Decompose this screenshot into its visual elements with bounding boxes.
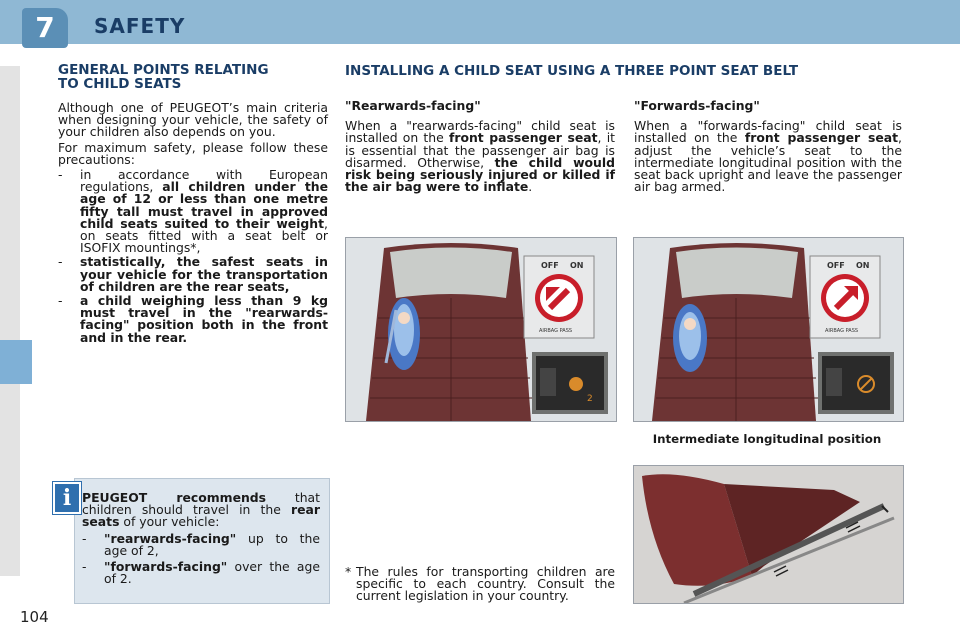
rear-bold: the child would risk being seriously injured or killed if the air bag were to inflate: [345, 154, 615, 195]
bullet-text: , on seats fitted with a seat belt or ISOFIX mountings*,: [80, 215, 328, 256]
forwards-facing-paragraph: [634, 120, 902, 193]
bullet-bold: statistically, the safest seats in your vehicle for the transportation of children are the rear seats,: [80, 254, 328, 294]
footnote-marker: *: [345, 564, 352, 579]
left-body: [58, 102, 328, 346]
airbag-label: AIRBAG PASS: [539, 328, 573, 334]
bullet-text: up to the age of 2,: [104, 530, 320, 558]
rear-span: When a "rearwards-facing" child seat is installed on the: [345, 118, 615, 146]
chapter-number-tab: 7: [22, 8, 68, 48]
bullet-text: over the age of 2.: [104, 559, 320, 587]
footnote: [345, 566, 615, 603]
bullet-dash: -: [58, 254, 63, 270]
svg-text:2: 2: [587, 394, 593, 404]
bullet-dash: -: [58, 293, 63, 309]
intro-paragraph: Although one of PEUGEOT’s main criteria when designing your vehicle, the safety of your children also depends on you.: [58, 100, 328, 140]
bullet-dash: -: [82, 559, 87, 575]
car-interior-rear-figure: [346, 238, 616, 421]
forwards-facing-title: "Forwards-facing": [634, 98, 760, 113]
front-span: When a "forwards-facing" child seat is installed on the: [634, 118, 902, 146]
bullet-text: in accordance with European regulations,: [80, 167, 328, 195]
off-label: OFF: [827, 261, 845, 270]
seat-rail-illustration: [633, 465, 904, 604]
list-item: [58, 295, 328, 344]
on-label: ON: [856, 261, 870, 270]
forwards-facing-illustration: [633, 237, 904, 422]
page-title: SAFETY: [94, 14, 186, 38]
rearwards-facing-paragraph: [345, 120, 615, 193]
bullet-bold: all children under the age of 12 or less than one metre fifty tall must travel in approved child seats suited to their weight: [80, 179, 328, 231]
recommendation-text: [82, 492, 320, 587]
side-strip: [0, 66, 20, 576]
forwards-facing-text: [634, 100, 902, 196]
precautions-intro: For maximum safety, please follow these precautions:: [58, 139, 328, 167]
bullet-dash: -: [58, 167, 63, 183]
on-label: ON: [570, 261, 584, 270]
rear-span: , it is essential that the passenger air bag is disarmed. Otherwise,: [345, 130, 615, 170]
rearwards-facing-illustration: [345, 237, 617, 422]
list-item: [58, 169, 328, 254]
bullet-bold: "rearwards-facing": [104, 530, 237, 546]
recommendation-paragraph: [82, 492, 320, 529]
recommendation-bold: PEUGEOT recommends: [82, 490, 267, 505]
rearwards-facing-text: [345, 100, 615, 196]
list-item: [58, 256, 328, 293]
left-heading-line2: TO CHILD SEATS: [58, 76, 182, 92]
list-item: [82, 561, 320, 585]
list-item: [82, 530, 320, 558]
off-label: OFF: [541, 261, 559, 270]
front-bold: front passenger seat: [744, 130, 899, 146]
recommendation-bold: rear seats: [82, 502, 320, 530]
footnote-text: The rules for transporting children are specific to each country. Consult the current legislation in your country.: [356, 564, 615, 604]
side-chapter-tab: [0, 340, 32, 384]
left-heading: [58, 63, 269, 91]
left-heading-line1: GENERAL POINTS RELATING: [58, 62, 269, 78]
front-span: , adjust the vehicle’s seat to the intermediate longitudinal position with the seat back upright and leave the passenger air bag armed.: [634, 130, 902, 195]
bullet-bold: "forwards-facing": [104, 559, 228, 575]
seat-rail-figure: [634, 466, 903, 603]
rear-span: .: [528, 179, 533, 195]
section-heading: INSTALLING A CHILD SEAT USING A THREE POINT SEAT BELT: [345, 63, 799, 79]
car-interior-front-figure: [634, 238, 903, 421]
figure-caption: Intermediate longitudinal position: [652, 432, 882, 446]
bullet-bold: a child weighing less than 9 kg must travel in the "rearwards-facing" position both in the front and in the rear.: [80, 293, 328, 345]
airbag-label: AIRBAG PASS: [825, 328, 859, 334]
recommendation-span: that children should travel in the: [82, 490, 320, 518]
rearwards-facing-title: "Rearwards-facing": [345, 98, 481, 113]
recommendation-span: of your vehicle:: [119, 514, 220, 530]
info-icon: i: [53, 482, 81, 514]
page-number: 104: [20, 608, 49, 626]
rear-bold: front passenger seat: [448, 130, 598, 146]
bullet-dash: -: [82, 530, 87, 546]
